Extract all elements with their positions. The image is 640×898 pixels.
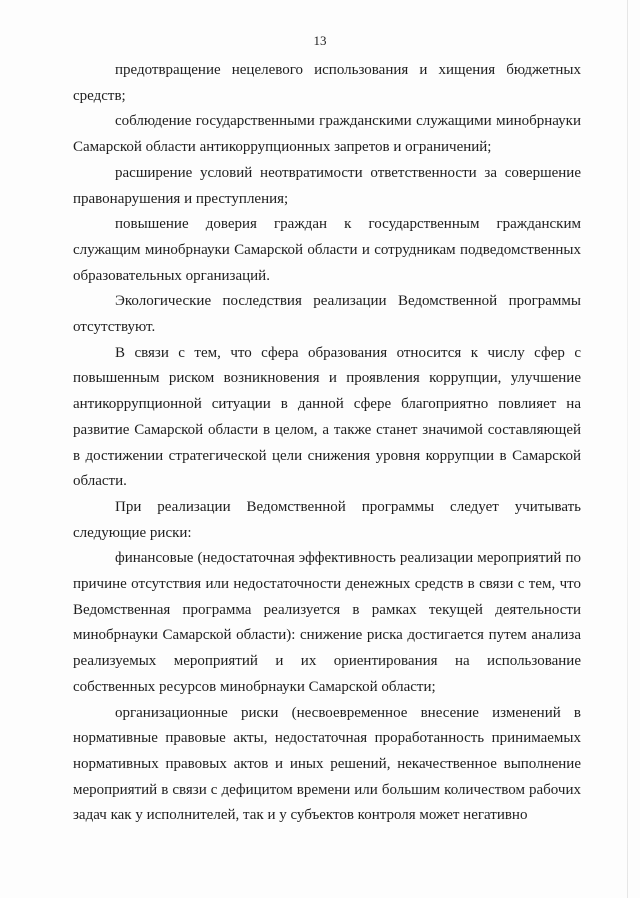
body-text	[73, 58, 581, 829]
paragraph-1: предотвращение нецелевого использования и хищения бюджетных средств;	[73, 62, 581, 104]
paragraph-6: В связи с тем, что сфера образования относится к числу сфер с повышенным риском возникновения и проявления коррупции, улучшение антикоррупционной ситуации в данной сфере благоприятно повлияет на развитие Самарской области в целом, а также станет значимой составляющей в достижении стратегической цели снижения уровня коррупции в Самарской области.	[73, 344, 581, 490]
paragraph-9: организационные риски (несвоевременное внесение изменений в нормативные правовые акты, недостаточная проработанность принимаемых нормативных правовых актов и иных решений, некачественное выполнение мероприятий в связи с дефицитом времени или большим количеством рабочих задач как у исполнителей, так и у субъектов контроля может негативно	[73, 704, 581, 824]
paragraph-5: Экологические последствия реализации Ведомственной программы отсутствуют.	[73, 293, 581, 336]
paragraph-3: расширение условий неотвратимости ответственности за совершение правонарушения и преступления;	[73, 164, 581, 207]
page-number: 13	[313, 33, 327, 48]
paragraph-4: повышение доверия граждан к государственным гражданским служащим минобрнауки Самарской области и сотрудникам подведомственных образовательных организаций.	[73, 216, 581, 284]
scan-edge-divider	[627, 0, 628, 898]
paragraph-8: финансовые (недостаточная эффективность реализации мероприятий по причине отсутствия или недостаточности денежных средств в связи с тем, что Ведомственная программа реализуется в рамках текущей деятельности минобрнауки Самарской области): снижение риска достигается путем анализа реализуемых мероприятий и их ориентирования на использование собственных ресурсов минобрнауки Самарской области;	[73, 550, 581, 695]
paragraph-2: соблюдение государственными гражданскими служащими минобрнауки Самарской области антикоррупционных запретов и ограничений;	[73, 113, 581, 156]
paragraph-7: При реализации Ведомственной программы следует учитывать следующие риски:	[73, 498, 581, 541]
